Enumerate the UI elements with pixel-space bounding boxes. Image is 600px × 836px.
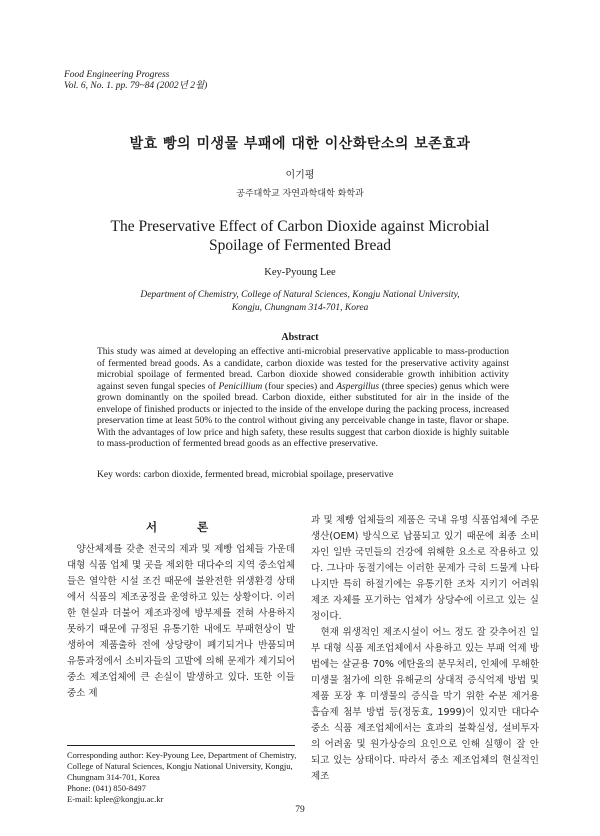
abstract-text-2: (four species) and [262,381,337,392]
korean-title: 발효 빵의 미생물 부패에 대한 이산화탄소의 보존효과 [129,136,471,152]
abstract-genus-2: Aspergillus [336,381,380,392]
right-column-paragraph-2: 현재 위생적인 제조시설이 어느 정도 잘 갖추어진 일부 대형 식품 제조업체에서 사용하고 있는 부패 억제 방법에는 살균용 70% 에탄올의 분무처리, 인체에 무해한 미생물 첨가에 의한 유해균의 상대적 증식억제 방법 및 제품 포장 후 미생물의 증식을 막기 위한 수분 제거용 흡습제 첨부 방법 등(정동효, 1999)이 있지만 대다수 중소 식품 제조업체에서는 효과의 불확실성, 설비투자의 어려움 및 원가상승의 요인으로 인해 실행이 잘 안 되고 있는 상태이다. 따라서 중소 제조업체의 현실적인 제조 [311,627,539,782]
abstract-heading: Abstract [281,332,319,343]
english-title [0,217,600,255]
journal-name: Food Engineering Progress [64,70,170,80]
abstract-body [97,347,509,451]
journal-volume: Vol. 6, No. 1. pp. 79~84 (2002년 2월) [64,81,208,91]
korean-affiliation: 공주대학교 자연과학대학 화학과 [236,189,364,199]
english-title-line1: The Preservative Effect of Carbon Dioxide against Microbial [110,218,490,235]
section-heading-introduction: 서 론 [146,520,227,534]
abstract-text-1: This study was aimed at developing an effective anti-microbial preservative applicable to mass-production of fermented bread goods. As a candidate, carbon dioxide was tested for the preservative activity against microbial spoilage of fermented bread. Carbon dioxide showed considerable growth inhibition activity against seven fungal species of [97,347,509,392]
abstract-genus-1: Penicillium [218,381,263,392]
footnote-email: E-mail: kplee@kongju.ac.kr [67,794,164,804]
page-number: 79 [295,805,305,815]
keywords: Key words: carbon dioxide, fermented bread, microbial spoilage, preservative [97,470,394,480]
left-column-paragraph: 양산체제를 갖춘 전국의 제과 및 제빵 업체들 가운데 대형 식품 업체 몇 곳을 제외한 대다수의 지역 중소업체들은 열악한 시설 조건 때문에 불완전한 위생환경 상태에서 식품의 제조공정을 운영하고 있는 상황이다. 이러한 현실과 더불어 제조과정에 방부제를 전혀 사용하지 못하기 때문에 규정된 유통기한 내에도 부패현상이 발생하여 제품출하 전에 상당량이 폐기되거나 반품되며 유통과정에서 소비자들의 고발에 의해 문제가 제기되어 중소 제조업체에 큰 손실이 발생하고 있다. 또한 이들 중소 제 [67,544,295,699]
left-column [67,542,295,702]
korean-author: 이기평 [285,170,315,181]
footnote-rule [67,745,295,746]
journal-header [64,70,207,92]
abstract-text-3: (three species) genus which were grown dominantly on the spoiled bread. Carbon dioxide, either substituted for air in the inside of the envelope of finished products or injected to the inside of the envelope during the packing process, increased preservation time at least 50% to the control without giving any perceivable change in taste, flavor or shape. With the advantages of low price and high safety, these results suggest that carbon dioxide is highly suitable to mass-production of fermented bread goods as an effective preservative. [97,381,509,449]
footnote-phone: Phone: (041) 850-8497 [67,783,146,793]
english-affiliation [0,289,600,315]
english-affiliation-line1: Department of Chemistry, College of Natural Sciences, Kongju National University, [140,290,460,300]
footnote-author: Corresponding author: Key-Pyoung Lee, Department of Chemistry, College of Natural Sciences, Kongju National University, Kongju, Chungnam 314-701, Korea [67,750,297,782]
right-column-paragraph-1: 과 및 제빵 업체들의 제품은 국내 유명 식품업체에 주문생산(OEM) 방식으로 납품되고 있기 때문에 최종 소비자인 일반 국민들의 건강에 위해한 요소로 작용하고 있다. 그나마 동절기에는 이러한 문제가 극히 드물게 나타나지만 특히 하절기에는 유통기한 조차 지키기 어려워 제조 자체를 포기하는 업체가 상당수에 이르고 있는 실정이다. [311,515,539,622]
right-column [311,513,539,785]
english-affiliation-line2: Kongju, Chungnam 314-701, Korea [231,303,369,313]
footnote [67,750,299,805]
english-author: Key-Pyoung Lee [264,267,336,278]
english-title-line2: Spoilage of Fermented Bread [208,237,392,254]
